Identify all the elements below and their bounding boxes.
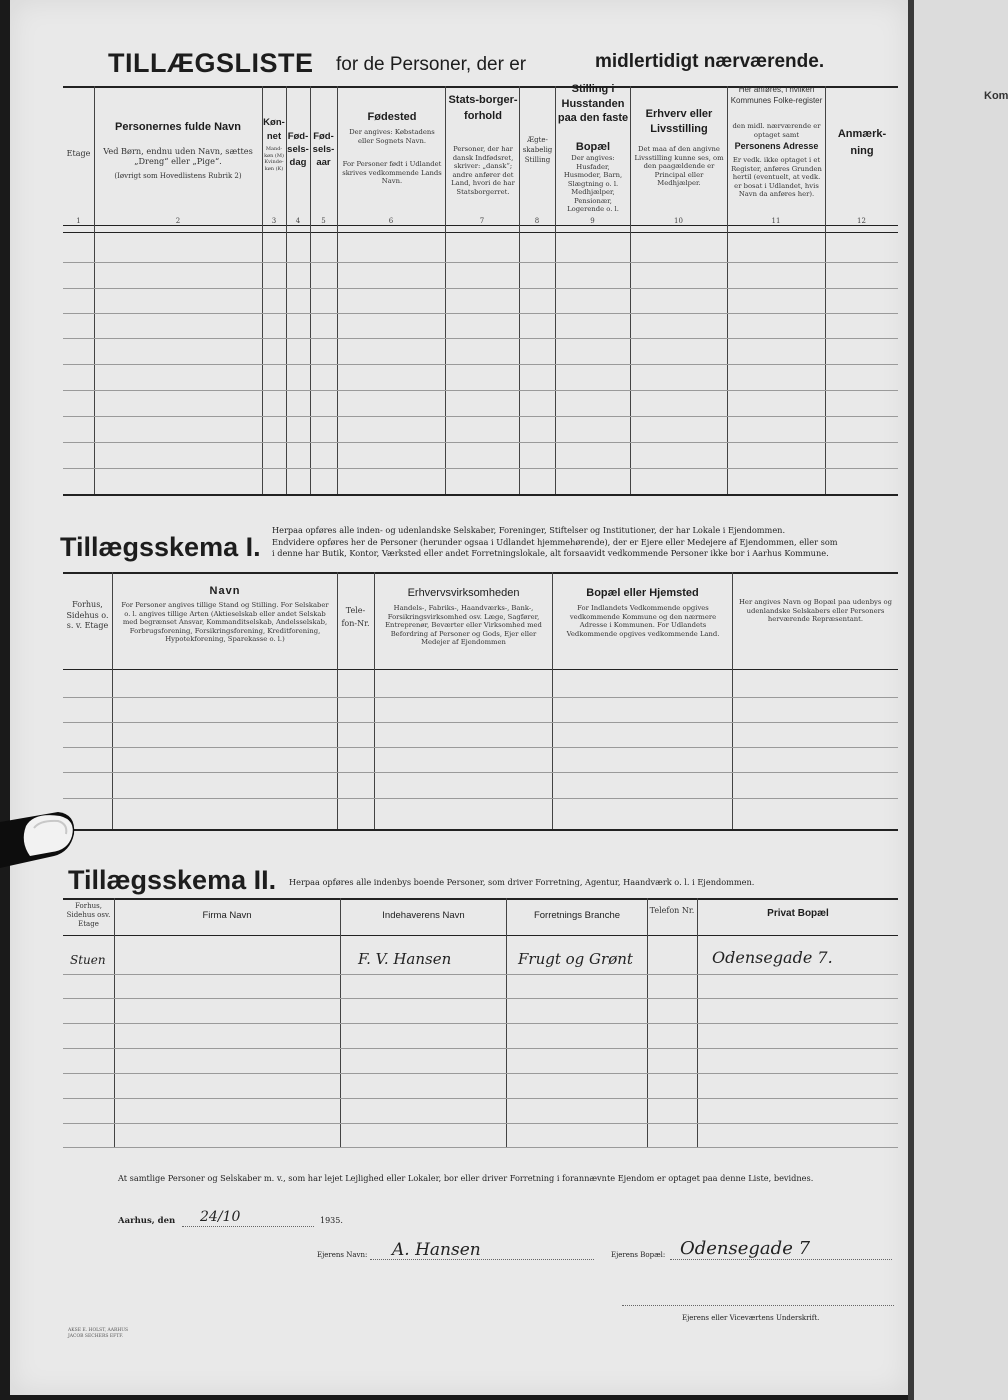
row-line [63, 288, 898, 289]
col-number: 3 [271, 217, 277, 225]
row-line [63, 416, 898, 417]
row-line [63, 747, 898, 748]
row-line [63, 1023, 898, 1024]
col-number: 1 [76, 217, 81, 225]
row-line [63, 262, 898, 263]
schema-1-col-phone: Tele-fon-Nr. [341, 606, 370, 628]
col-note-occupation: Det maa af den angivne Livsstilling kunne ses, om den paagældende er Principal eller Medhjælper. [634, 145, 724, 187]
col-number: 6 [388, 217, 394, 225]
col-divider [445, 86, 446, 494]
entry-owner-name: F. V. Hansen [358, 950, 452, 968]
col-divider [94, 86, 95, 494]
schema-2-header-rule [63, 935, 898, 936]
schema-2-intro: Herpaa opføres alle indenbys boende Personer, som driver Forretning, Agentur, Haandværk o. l. i Ejendommen. [289, 877, 755, 887]
col-note-sex: Mand-køn (M) Kvinde-køn (K) [264, 146, 284, 172]
owner-name-label: Ejerens Navn: [317, 1251, 368, 1259]
owner-address-label: Ejerens Bopæl: [611, 1251, 666, 1259]
row-line [63, 442, 898, 443]
col-header-register-2: Personens Adresse [734, 141, 819, 151]
entry-private-address: Odensegade 7. [712, 948, 833, 967]
schema-1-col-residence: Bopæl eller Hjemsted [586, 587, 699, 599]
schema-2-col-owner: Indehaverens Navn [382, 910, 465, 921]
schema-1-top-rule [63, 572, 898, 574]
schema-1-col-etage: Forhus, Sidehus o. s. v. Etage [66, 600, 109, 630]
attestation-statement: At samtlige Personer og Selskaber m. v., som har lejet Lejlighed eller Lokaler, bor eller driver Forretning i forannævnte Ejendom er optaget paa denne Liste, bevidnes. [118, 1173, 814, 1183]
col-divider [555, 86, 556, 494]
col-header-occupation: Erhverv eller Livsstilling [645, 108, 713, 135]
schema-2-col-phone: Telefon Nr. [649, 906, 695, 915]
col-number: 9 [590, 217, 595, 225]
owner-name-handwritten: A. Hansen [392, 1240, 481, 1260]
owner-address-line [670, 1259, 892, 1260]
entry-floor: Stuen [70, 953, 106, 967]
col-number: 2 [175, 217, 181, 225]
col-number: 5 [321, 217, 326, 225]
page-fold [908, 0, 914, 1400]
binder-clip [0, 808, 78, 878]
table-bottom-rule [63, 494, 898, 496]
printer-imprint: AKSE E. HOLST, AARHUS JACOB SECHERS EFTF. [68, 1328, 129, 1339]
date-handwritten: 24/10 [200, 1209, 241, 1225]
col-header-marital: Ægte-skabelig Stilling [522, 136, 553, 164]
row-line [63, 1098, 898, 1099]
date-line [182, 1226, 314, 1227]
col-divider [374, 572, 375, 829]
row-line [63, 722, 898, 723]
col-note-name: Ved Børn, endnu uden Navn, sættes „Dreng“ eller „Pige“. [103, 146, 253, 166]
schema-1-header-rule [63, 669, 898, 670]
owner-address-handwritten: Odensegade 7 [680, 1238, 811, 1259]
adjacent-page-text: Kom [984, 90, 1008, 102]
col-note-citizenship: Personer, der har dansk Indfødsret, skriver: „dansk“; andre anfører det Land, hvori de har Statsborgerret. [451, 145, 515, 196]
schema-1-intro-line: Endvidere opføres her de Personer (herunder ogsaa i Udlandet hjemmehørende), der er Ejere eller Medejere af Ejendommen, eller som [272, 536, 838, 547]
col-number: 11 [771, 217, 781, 225]
place-label: Aarhus, den [118, 1216, 176, 1226]
col-note-household: Der angives: Husfader, Husmoder, Barn, Slægtning o. l. Medhjælper, Pensionær, Logerende o. l. [563, 154, 623, 213]
schema-1-col-representative: Her angives Navn og Bopæl paa udenbys og udenlandske Selskabers eller Personers herværende Repræsentant. [739, 598, 892, 623]
row-line [63, 390, 898, 391]
schema-2-top-rule [63, 898, 898, 900]
col-header-sex: Køn-net [263, 117, 285, 142]
col-divider [825, 86, 826, 494]
col-header-birthday: Fød-sels-dag [287, 131, 309, 168]
col-divider [337, 86, 338, 494]
col-header-etage: Etage [66, 149, 91, 158]
row-line [63, 364, 898, 365]
form-title-bold: midlertidigt nærværende. [595, 51, 825, 72]
schema-2-col-address: Privat Bopæl [767, 908, 829, 919]
entry-branch: Frugt og Grønt [518, 950, 633, 968]
row-line [63, 798, 898, 799]
year-printed: 1935. [320, 1216, 343, 1225]
col-divider [732, 572, 733, 829]
row-line [63, 468, 898, 469]
row-line [63, 974, 898, 975]
col-header-citizenship: Stats-borger-forhold [448, 94, 518, 122]
col-number: 12 [857, 217, 866, 225]
row-line [63, 1073, 898, 1074]
row-line [63, 1123, 898, 1124]
row-line [63, 772, 898, 773]
row-line [63, 1147, 898, 1148]
schema-1-bottom-rule [63, 829, 898, 831]
col-divider [630, 86, 631, 494]
schema-1-intro-line: Herpaa opføres alle inden- og udenlandske Selskaber, Foreninger, Stiftelser og Institutioner, der har Lokale i Ejendommen. [272, 525, 786, 535]
col-number: 8 [534, 217, 540, 225]
col-note-register: Er vedk. ikke optaget i et Register, anføres Grunden hertil (eventuelt, at vedk. er bosat i Udlandet, hvis Navn da anføres her). [731, 156, 822, 198]
row-line [63, 338, 898, 339]
col-divider [552, 572, 553, 829]
schema-1-intro-line: i denne har Butik, Kontor, Værksted eller andet Forretningslokale, alt forsaavidt vedkommende Personer ikke bor i Aarhus Kommune. [272, 548, 829, 558]
col-header-name: Personernes fulde Navn [115, 121, 241, 133]
schema-2-col-firm: Firma Navn [202, 910, 252, 921]
col-number: 7 [479, 217, 485, 225]
schema-1-col-residence-note: For Indlandets Vedkommende opgives vedkommende Kommune og den nærmere Adresse i Kommunen. For Udlandets Vedkommende opgives vedkommende Land. [566, 604, 720, 638]
col-header-register: Her anføres, i hvilken Kommunes Folke-register [730, 85, 823, 105]
col-header-household: Stilling i Husstanden paa den faste [557, 83, 629, 124]
signature-line [622, 1305, 894, 1306]
signature-label: Ejerens eller Viceværtens Underskrift. [682, 1314, 820, 1322]
col-note-name-2: (Iøvrigt som Hovedlistens Rubrik 2) [114, 172, 242, 180]
col-note-birthplace: Der angives: Købstadens eller Sognets Navn. [349, 128, 435, 145]
header-bottom-rule [63, 225, 898, 226]
col-header-register-sub: den midl. nærværende er optaget samt [732, 122, 821, 139]
schema-2-col-branch: Forretnings Branche [533, 910, 621, 921]
row-line [63, 1048, 898, 1049]
form-title-rest: for de Personer, der er [336, 54, 527, 75]
row-line [63, 998, 898, 999]
row-line [63, 313, 898, 314]
col-header-remarks: Anmærk-ning [837, 128, 887, 157]
col-divider [112, 572, 113, 829]
schema-1-intro [272, 525, 902, 560]
col-divider [727, 86, 728, 494]
schema-1-col-business-note: Handels-, Fabriks-, Haandværks-, Bank-, Forsikringsvirksomhed osv. Læge, Sagfører, Entreprenør, Beværter eller Virksomhed med Befordring af Personer og Gods, Ejer eller Medejer af Ejendommen [385, 604, 542, 646]
schema-1-title: Tillægsskema I. [60, 532, 261, 562]
col-header-birthyear: Fød-sels-aar [312, 131, 335, 168]
col-number: 4 [295, 217, 301, 225]
col-header-household-2: Bopæl [575, 141, 611, 153]
col-header-birthplace: Fødested [367, 111, 417, 123]
col-note-birthplace-2: For Personer født i Udlandet skrives vedkommende Lands Navn. [342, 160, 442, 185]
form-sheet [10, 0, 908, 1395]
schema-2-col-etage: Forhus, Sidehus osv. Etage [66, 902, 111, 928]
schema-2-title: Tillægsskema II. [68, 865, 277, 895]
form-title: TILLÆGSLISTE [108, 48, 314, 78]
schema-1-col-name: Navn [209, 585, 241, 597]
header-bottom-rule-2 [63, 232, 898, 233]
row-line [63, 697, 898, 698]
adjacent-page [914, 0, 1008, 1400]
schema-1-col-name-note: For Personer angives tillige Stand og Stilling. For Selskaber o. l. angives tillige Arten (Aktieselskab eller andet Selskab med begrænset Ansvar, Kommanditselskab, Andelsselskab, Forbrugsforening, Forsikringsforening, Kreditforening, Hypotekforening, Sparekasse o. l.) [121, 601, 329, 643]
schema-1-col-business: Erhvervsvirksomheden [407, 587, 520, 599]
col-number: 10 [674, 217, 683, 225]
